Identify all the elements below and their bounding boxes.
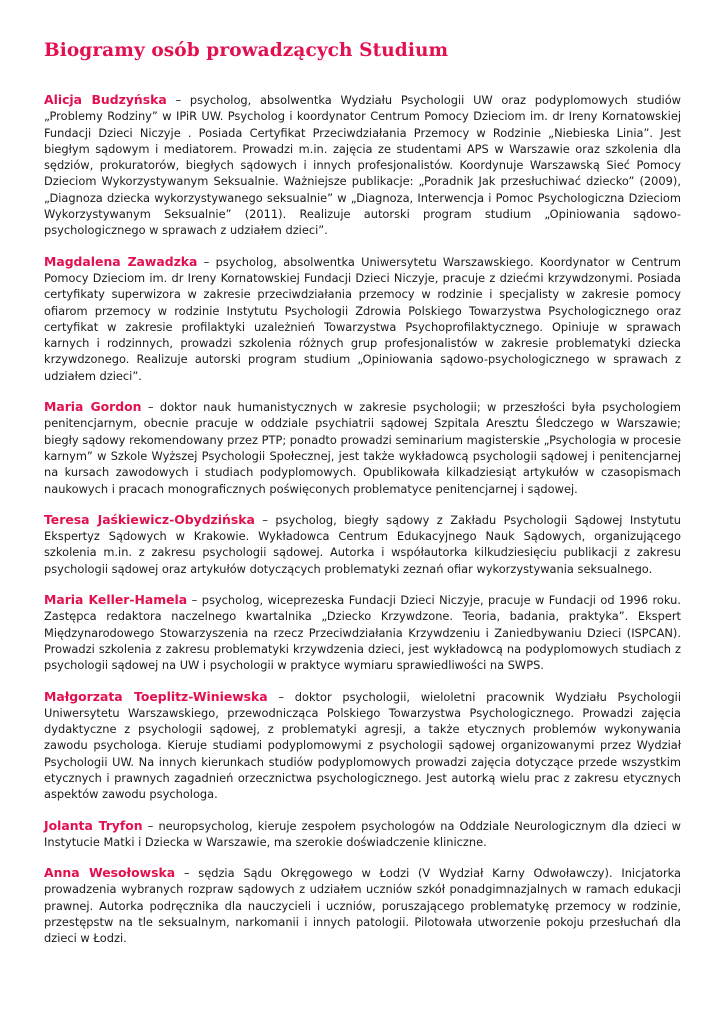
bio-text: – sędzia Sądu Okręgowego w Łodzi (V Wydział Karny Odwoławczy). Inicjatorka prowadzenia wybranych rozpraw sądowych z udziałem uczniów szkół ponadgimnazjalnych w ramach edukacji prawnej. Autorka podręcznika dla nauczycieli i uczniów, poruszającego problematykę przemocy w rodzinie, przestępstw na tle seksualnym, narkomanii i innych patologii. Pilotowała utworzenie pokoju przesłuchań dla dzieci w Łodzi. xyxy=(44,866,682,946)
bio-alicja-budzynska xyxy=(44,92,681,239)
bio-name: Jolanta Tryfon xyxy=(44,817,143,833)
document-page xyxy=(44,40,681,962)
bio-magdalena-zawadzka xyxy=(44,254,681,384)
bio-name: Maria Keller-Hamela xyxy=(44,592,188,608)
bio-text: – doktor psychologii, wieloletni pracownik Wydziału Psychologii Uniwersytetu Warszawskiego, przewodnicząca Polskiego Towarzystwa Psychologicznego. Prowadzi zajęcia dydaktyczne z psychologii sądowej, z problematyki agresji, a także etycznych problemów wykonywania zawodu psychologa. Kieruje studiami podyplomowymi z psychologii sądowej organizowanymi przez Wydział Psychologii UW. Na innych kierunkach studiów podyplomowych prowadzi zajęcia dotyczące przede wszystkim etycznych i prawnych zagadnień orzecznictwa psychologicznego. Jest autorką wielu prac z zakresu etycznych aspektów zawodu psychologa. xyxy=(44,689,681,802)
bio-name: Maria Gordon xyxy=(44,399,142,415)
bio-name: Małgorzata Toeplitz-Winiewska xyxy=(44,688,268,704)
bio-maria-keller-hamela xyxy=(44,592,681,673)
bio-name: Magdalena Zawadzka xyxy=(44,253,198,269)
bio-maria-gordon xyxy=(44,399,681,497)
bio-name: Alicja Budzyńska xyxy=(44,92,167,107)
bio-name: Anna Wesołowska xyxy=(44,865,176,881)
bio-malgorzata-toeplitz-winiewska xyxy=(44,689,681,803)
bio-text: – doktor nauk humanistycznych w zakresie psychologii; w przeszłości była psychologiem penitencjarnym, obecnie pracuje w oddziale psychiatrii sądowej Szpitala Aresztu Śledczego w Warszawie; biegły sądowy rekomendowany przez PTP; ponadto prowadzi seminarium magisterskie „Psychologia w procesie karnym” w Szkole Wyższej Psychologii Społecznej, jest także wykładowcą psychologii sądowej i penitencjarnej na kursach zawodowych i studiach podyplomowych. Opublikowała kilkadziesiąt artykułów w czasopismach naukowych i pracach monograficznych poświęconych problematyce penitencjarnej i sądowej. xyxy=(44,400,681,496)
bio-text: – psycholog, absolwentka Uniwersytetu Warszawskiego. Koordynator w Centrum Pomocy Dzieciom im. dr Ireny Kornatowskiej Fundacji Dzieci Niczyje, pracuje z dziećmi krzywdzonymi. Posiada certyfikaty superwizora w zakresie przeciwdziałania przemocy w rodzinie i specjalisty w zakresie pomocy ofiarom przemocy w rodzinie Instytutu Psychologii Zdrowia Polskiego Towarzystwa Psychologicznego oraz certyfikat w zakresie profilaktyki uzależnień Towarzystwa Psychoprofilaktycznego. Opiniuje w sprawach karnych i rodzinnych, prowadzi szkolenia różnych grup profesjonalistów w zakresie problematyki dziecka krzywdzonego. Realizuje autorski program studium „Opiniowania sądowo-psychologicznego w sprawach z udziałem dzieci”. xyxy=(44,254,681,383)
bio-anna-wesolowska xyxy=(44,865,681,946)
bio-text: – psycholog, biegły sądowy z Zakładu Psychologii Sądowej Instytutu Ekspertyz Sądowych w Krakowie. Wykładowca Centrum Edukacyjnego Nauk Sądowych, organizującego szkolenia m.in. z zakresu psychologii sądowej. Autorka i współautorka kilkudziesięciu publikacji z zakresu psychologii sądowej oraz artykułów dotyczących problematyki zeznań ofiar wykorzystywania seksualnego. xyxy=(44,512,681,576)
bio-text: – neuropsycholog, kieruje zespołem psychologów na Oddziale Neurologicznym dla dzieci w Instytucie Matki i Dziecka w Warszawie, ma szerokie doświadczenie kliniczne. xyxy=(44,818,681,849)
bio-name: Teresa Jaśkiewicz-Obydzińska xyxy=(44,511,255,527)
bio-jolanta-tryfon xyxy=(44,818,681,851)
bio-teresa-jaskiewicz-obydzinska xyxy=(44,512,681,577)
bio-text: – psycholog, wiceprezeska Fundacji Dzieci Niczyje, pracuje w Fundacji od 1996 roku. Zastępca redaktora naczelnego kwartalnika „Dziecko Krzywdzone. Teoria, badania, praktyka”. Ekspert Międzynarodowego Stowarzyszenia na rzecz Przeciwdziałania Krzywdzeniu i Zaniedbywaniu Dzieci (ISPCAN). Prowadzi szkolenia z zakresu problematyki krzywdzenia dzieci, jest wykładowcą na podyplomowych studiach z psychologii sądowej na UW i psychologii w praktyce wymiaru sprawiedliwości na SWPS. xyxy=(44,593,681,673)
bio-text: – psycholog, absolwentka Wydziału Psychologii UW oraz podyplomowych studiów „Problemy Rodziny” w IPiR UW. Psycholog i koordynator Centrum Pomocy Dzieciom im. dr Ireny Kornatowskiej Fundacji Dzieci Niczyje . Posiada Certyfikat Przeciwdziałania Przemocy w Rodzinie „Niebieska Linia”. Jest biegłym sądowym i mediatorem. Prowadzi m.in. zajęcia ze studentami APS w Warszawie oraz szkolenia dla sędziów, prokuratorów, biegłych sądowych i innych profesjonalistów. Koordynuje Warszawską Sieć Pomocy Dzieciom Wykorzystywanym Seksualnie. Ważniejsze publikacje: „Poradnik Jak przesłuchiwać dziecko” (2009), „Diagnoza dziecka wykorzystywanego seksualnie” w „Diagnoza, Interwencja i Pomoc Psychologiczna Dzieciom Wykorzystywanym Seksualnie” (2011). Realizuje autorski program studium „Opiniowania sądowo-psychologicznego w sprawach z udziałem dzieci”. xyxy=(44,93,681,238)
page-title: Biogramy osób prowadzących Studium xyxy=(44,40,449,61)
